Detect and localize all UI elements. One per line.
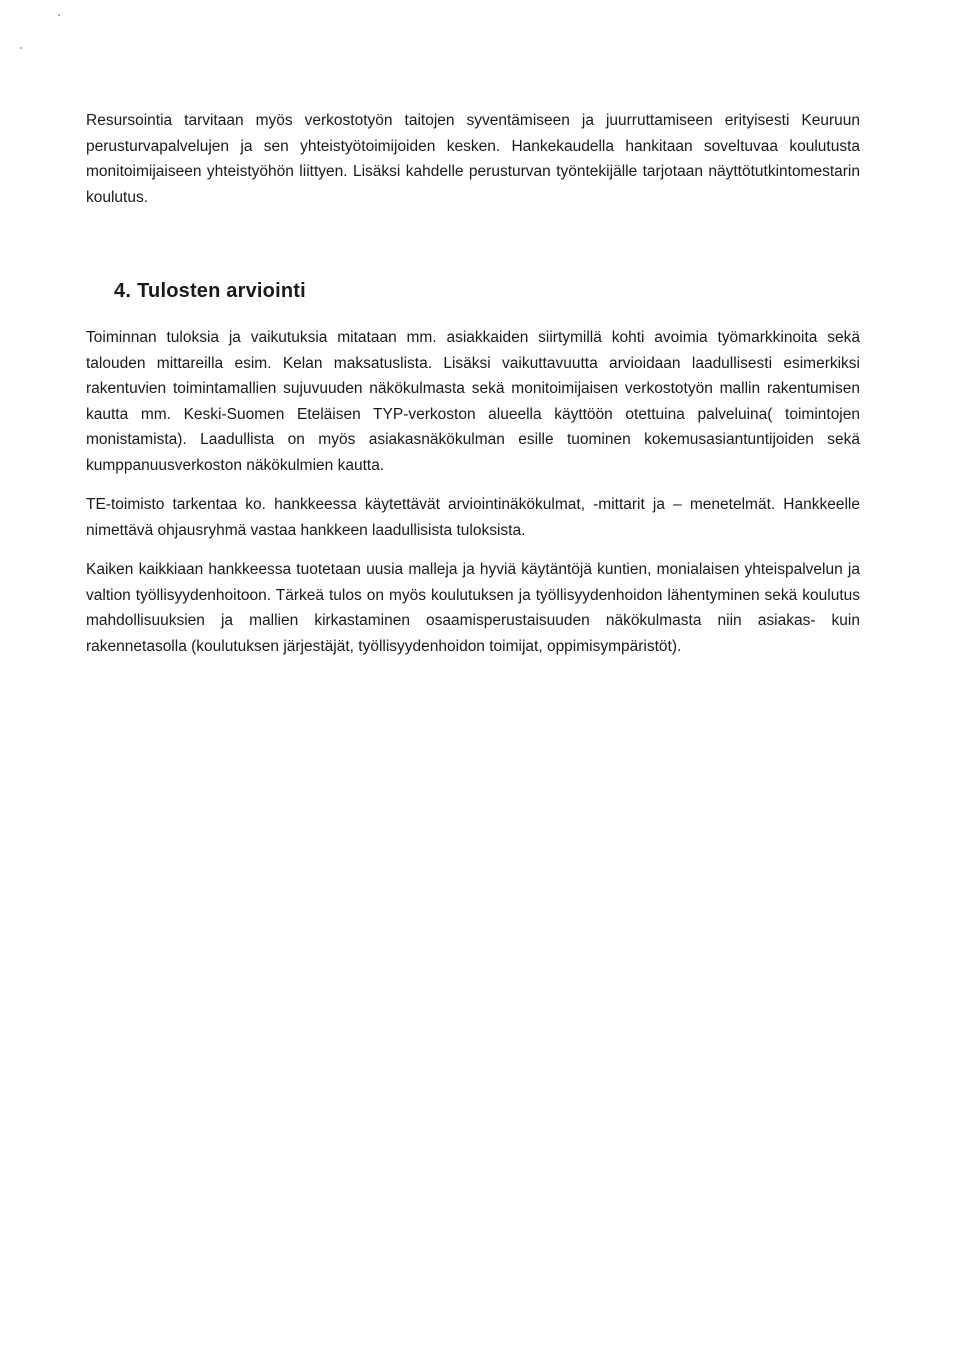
section-heading [114,280,860,303]
section-title: Tulosten arviointi [137,280,306,302]
paragraph-results-measurement: Toiminnan tuloksia ja vaikutuksia mitataan mm. asiakkaiden siirtymillä kohti avoimia työmarkkinoita sekä talouden mittareilla esim. Kelan maksatuslista. Lisäksi vaikuttavuutta arvioidaan laadullisesti esimerkiksi rakentuvien toimintamallien sujuvuuden näkökulmasta sekä monitoimijaisen verkostotyön mallin rakentumisen kautta mm. Keski-Suomen Eteläisen TYP-verkoston alueella käyttöön otettuina palveluina( toimintojen monistamista). Laadullista on myös asiakasnäkökulman esille tuominen kokemusasiantuntijoiden sekä kumppanuusverkoston näkökulmien kautta. [86,329,860,474]
scan-speck [20,47,22,49]
section-number: 4. [114,280,132,302]
paragraph-resourcing: Resursointia tarvitaan myös verkostotyön taitojen syventämiseen ja juurruttamiseen erityisesti Keuruun perusturvapalvelujen ja sen yhteistyötoimijoiden kesken. Hankekaudella hankitaan soveltuvaa koulutusta monitoimijaiseen yhteistyöhön liittyen. Lisäksi kahdelle perusturvan työntekijälle tarjotaan näyttötutkintomestarin koulutus. [86,112,860,206]
scan-speck [58,14,60,16]
paragraph-te-office: TE-toimisto tarkentaa ko. hankkeessa käytettävät arviointinäkökulmat, -mittarit ja – menetelmät. Hankkeelle nimettävä ohjausryhmä vastaa hankkeen laadullisista tuloksista. [86,496,860,539]
document-body [86,108,860,659]
paragraph-summary: Kaiken kaikkiaan hankkeessa tuotetaan uusia malleja ja hyviä käytäntöjä kuntien, monialaisen yhteispalvelun ja valtion työllisyydenhoitoon. Tärkeä tulos on myös koulutuksen ja työllisyydenhoidon lähentyminen sekä koulutus mahdollisuuksien ja mallien kirkastaminen osaamisperustaisuuden näkökulmasta niin asiakas- kuin rakennetasolla (koulutuksen järjestäjät, työllisyydenhoidon toimijat, oppimisympäristöt). [86,561,860,655]
